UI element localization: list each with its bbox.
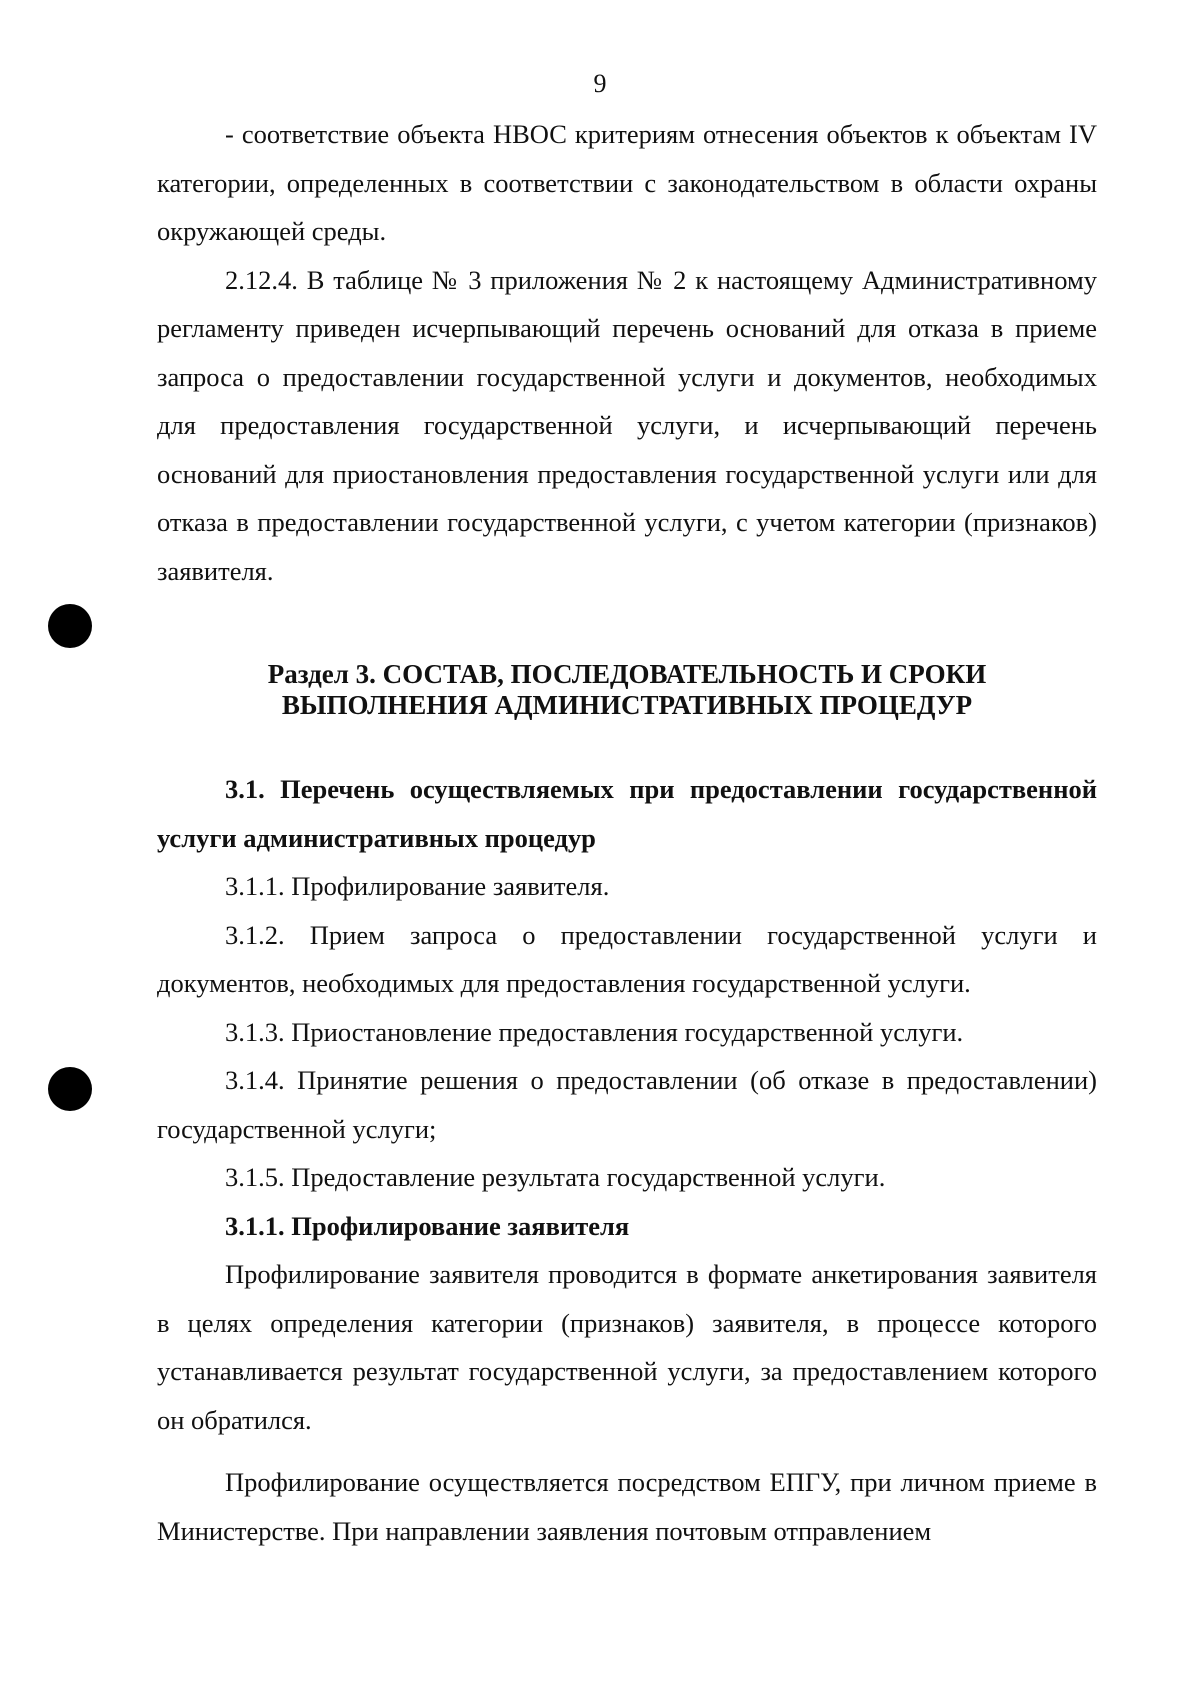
paragraph-nvos-criteria: - соответствие объекта НВОС критериям отнесения объектов к объектам IV категории, определенных в соответствии с законодательством в области охраны окружающей среды. xyxy=(157,119,1097,246)
page-number: 9 xyxy=(593,69,607,98)
paragraph-profiling-channels: Профилирование осуществляется посредством ЕПГУ, при личном приеме в Министерстве. При направлении заявления почтовым отправлением xyxy=(157,1467,1097,1546)
section-title-line-2: ВЫПОЛНЕНИЯ АДМИНИСТРАТИВНЫХ ПРОЦЕДУР xyxy=(281,690,973,720)
paragraph-2-12-4: 2.12.4. В таблице № 3 приложения № 2 к настоящему Административному регламенту приведен исчерпывающий перечень оснований для отказа в приеме запроса о предоставлении государственной услуги и документов, необходимых для предоставления государственной услуги, и исчерпывающий перечень оснований для приостановления предоставления государственной услуги или для отказа в предоставлении государственной услуги, с учетом категории (признаков) заявителя. xyxy=(157,264,1097,586)
list-item-3-1-4: 3.1.4. Принятие решения о предоставлении (об отказе в предоставлении) государственной услуги; xyxy=(157,1065,1097,1144)
subsection-heading-3-1-1: 3.1.1. Профилирование заявителя xyxy=(225,1210,630,1241)
document-body xyxy=(157,110,1097,1555)
punch-hole-mark xyxy=(48,1067,92,1111)
list-item-3-1-5: 3.1.5. Предоставление результата государственной услуги. xyxy=(225,1162,886,1192)
list-item-3-1-3: 3.1.3. Приостановление предоставления государственной услуги. xyxy=(225,1016,964,1047)
list-item-3-1-1: 3.1.1. Профилирование заявителя. xyxy=(225,871,610,901)
section-title-line-1: Раздел 3. СОСТАВ, ПОСЛЕДОВАТЕЛЬНОСТЬ И СРОКИ xyxy=(267,659,987,689)
punch-hole-mark xyxy=(48,604,92,648)
subsection-heading-3-1: 3.1. Перечень осуществляемых при предоставлении государственной услуги административных процедур xyxy=(157,774,1097,853)
list-item-3-1-2: 3.1.2. Прием запроса о предоставлении государственной услуги и документов, необходимых для предоставления государственной услуги. xyxy=(157,919,1097,998)
section-title xyxy=(157,659,1097,721)
paragraph-profiling-format: Профилирование заявителя проводится в формате анкетирования заявителя в целях определения категории (признаков) заявителя, в процессе которого устанавливается результат государственной услуги, за предоставлением которого он обратился. xyxy=(157,1259,1097,1435)
